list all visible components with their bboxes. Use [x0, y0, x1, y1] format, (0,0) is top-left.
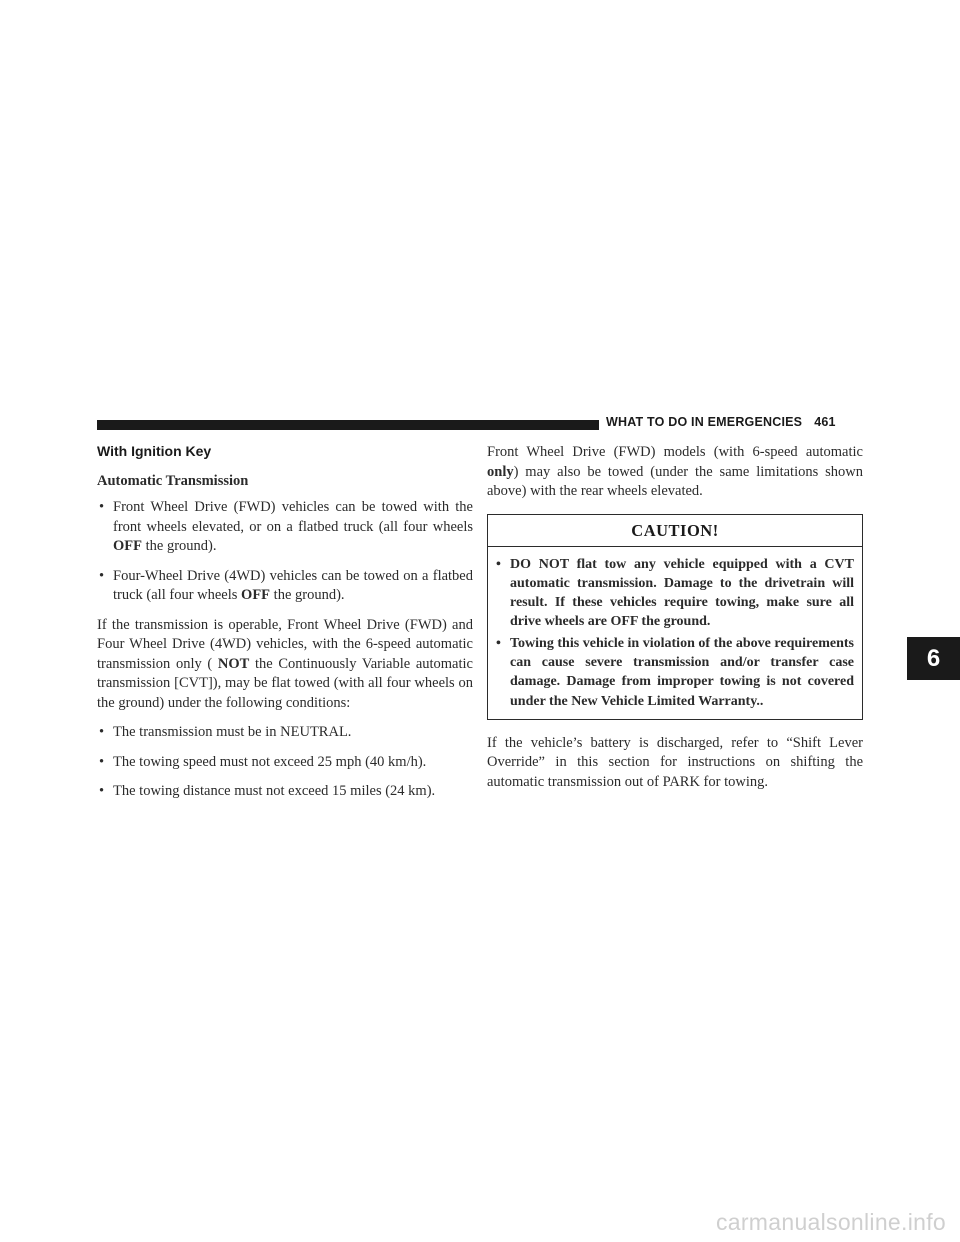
page-number: 461 [814, 415, 836, 429]
subsection-title: Automatic Transmission [97, 473, 249, 489]
running-header [606, 415, 836, 429]
caution-item: • DO NOT flat tow any vehicle equipped with a CVT automatic transmission. Damage to the drivetrain will result. If these vehicles require towing, make sure all drive wheels are OFF the ground. [496, 555, 854, 632]
list-item: • The towing distance must not exceed 15 miles (24 km). [97, 782, 473, 802]
watermark: carmanualsonline.info [715, 1209, 946, 1235]
list-item: • Front Wheel Drive (FWD) vehicles can be towed with the front wheels elevated, or on a flatbed truck (all four wheels OFF the ground). [97, 498, 473, 557]
fwd-4wd-bullets [97, 498, 473, 606]
flat-tow-paragraph: If the transmission is operable, Front Wheel Drive (FWD) and Four Wheel Drive (4WD) vehicles, with the 6-speed automatic transmission only ( NOT the Continuously Variable automatic transmission [CVT]), may be flat towed (with all four wheels on the ground) under the following conditions: [97, 616, 473, 711]
left-column [97, 443, 473, 812]
caution-item: • Towing this vehicle in violation of the above requirements can cause severe transmission and/or transfer case damage. Damage from improper towing is not covered under the New Vehicle Limited Warranty.. [496, 634, 854, 711]
list-item: • The towing speed must not exceed 25 mph (40 km/h). [97, 753, 473, 773]
header-title: WHAT TO DO IN EMERGENCIES [606, 415, 803, 429]
header-rule [97, 420, 599, 430]
chapter-tab: 6 [907, 637, 960, 680]
section-title: With Ignition Key [97, 443, 212, 459]
list-item: • The transmission must be in NEUTRAL. [97, 723, 473, 743]
caution-title: CAUTION! [488, 515, 862, 547]
right-column [487, 443, 863, 802]
battery-paragraph: If the vehicle’s battery is discharged, refer to “Shift Lever Override” in this section for instructions on shifting the automatic transmission out of PARK for towing. [487, 734, 863, 790]
fwd-rear-paragraph: Front Wheel Drive (FWD) models (with 6-speed automatic only) may also be towed (under the same limitations shown above) with the rear wheels elevated. [487, 444, 863, 499]
conditions-bullets [97, 723, 473, 802]
caution-box [487, 514, 863, 720]
list-item: • Four-Wheel Drive (4WD) vehicles can be towed on a flatbed truck (all four wheels OFF the ground). [97, 567, 473, 606]
